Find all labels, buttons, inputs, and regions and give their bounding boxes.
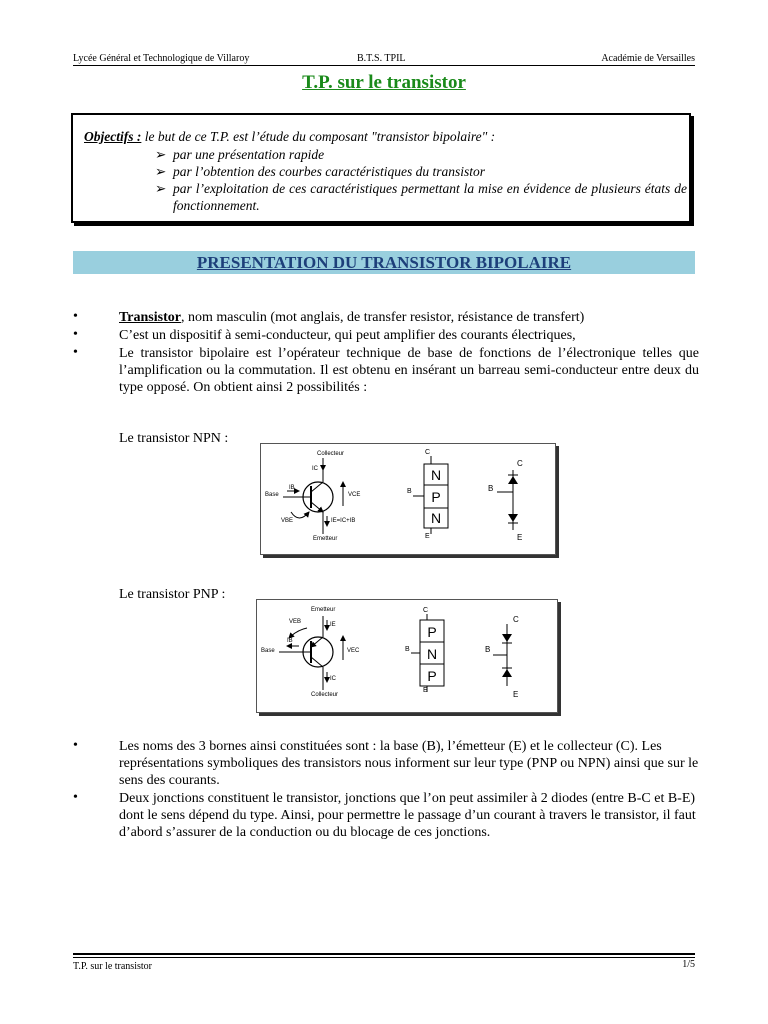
npn-vbe-label: VBE	[281, 518, 294, 524]
pnp-diode-c: C	[513, 615, 519, 624]
npn-layer-label: P	[431, 489, 441, 505]
bullet-icon: •	[73, 738, 78, 753]
npn-caption: Le transistor NPN :	[119, 431, 229, 446]
objective-item: ➢ par une présentation rapide	[155, 147, 325, 162]
arrow-bullet-icon: ➢	[155, 147, 167, 162]
pnp-pin-e: E	[423, 687, 428, 694]
pnp-layer-label: N	[426, 646, 438, 662]
pnp-diode-b: B	[485, 645, 491, 654]
pnp-layer-label: P	[427, 668, 437, 684]
npn-ib-label: IB	[289, 485, 295, 491]
npn-layer-label: N	[430, 467, 442, 483]
section-title-band	[73, 251, 695, 274]
pnp-emitter-label: Emetteur	[311, 607, 336, 613]
npn-diode-e: E	[517, 533, 523, 542]
header-academy: Académie de Versailles	[601, 53, 695, 64]
diode-bc-icon	[502, 634, 512, 642]
npn-diagram	[261, 444, 555, 554]
npn-diode-b: B	[488, 484, 494, 493]
pnp-caption: Le transistor PNP :	[119, 587, 226, 602]
bullet-bipolar: Le transistor bipolaire est l’opérateur technique de base de fonctions de l’électronique telles que l’amplification ou la commutation. Il est obtenu en insérant un barreau semi-conducteur entre deux du type opposé. On obtient ainsi 2 possibilités :	[119, 346, 699, 395]
pnp-vec-label: VEC	[347, 648, 360, 654]
footer-doc-title: T.P. sur le transistor	[73, 961, 152, 972]
pnp-ib-label: IB	[287, 638, 293, 644]
npn-base-label: Base	[265, 492, 279, 498]
npn-diode-c: C	[517, 459, 523, 468]
diode-bc-icon	[508, 476, 518, 484]
npn-collector-label: Collecteur	[317, 451, 345, 457]
veb-arrow-icon	[289, 628, 307, 638]
arrow-bullet-icon: ➢	[155, 164, 167, 179]
npn-pin-e: E	[425, 533, 430, 540]
npn-vce-label: VCE	[348, 492, 361, 498]
bullet-definition: Transistor, nom masculin (mot anglais, de transfer resistor, résistance de transfert)	[119, 310, 585, 325]
pnp-ic-label: IC	[330, 676, 336, 682]
pnp-collector-label: Collecteur	[311, 692, 339, 698]
bullet-icon: •	[73, 309, 78, 324]
bullet-icon: •	[73, 345, 78, 360]
pnp-figure	[256, 599, 558, 713]
bullet-junctions: Deux jonctions constituent le transistor, jonctions que l’on peut assimiler à 2 diodes (entre B-C et B-E) dont le sens dépend du type. Ainsi, pour permettre le passage d’un courant à travers le transistor, il faut d’abord s’assurer de la conduction ou du blocage de ces jonctions.	[119, 791, 696, 840]
diode-be-icon	[508, 514, 518, 522]
npn-ie-label: IE=IC+IB	[331, 518, 356, 524]
arrow-bullet-icon: ➢	[155, 181, 167, 196]
npn-emitter-label: Emetteur	[313, 536, 338, 542]
npn-pin-c: C	[425, 449, 431, 456]
section-title: PRESENTATION DU TRANSISTOR BIPOLAIRE	[196, 253, 572, 272]
objective-item: ➢ par l’obtention des courbes caractéristiques du transistor	[155, 164, 485, 179]
pnp-pin-b: B	[405, 646, 410, 653]
objectives-list	[155, 146, 687, 214]
objectives-intro: le but de ce T.P. est l’étude du composant "transistor bipolaire" :	[141, 129, 496, 144]
pnp-veb-label: VEB	[289, 619, 302, 625]
pnp-pin-c: C	[423, 607, 429, 614]
pnp-base-label: Base	[261, 648, 275, 654]
header-rule	[73, 65, 695, 66]
bullet-icon: •	[73, 327, 78, 342]
objectives-label: Objectifs :	[84, 129, 142, 144]
objectives-box	[71, 113, 691, 223]
npn-pin-b: B	[407, 488, 412, 495]
npn-layer-label: N	[430, 510, 442, 526]
npn-figure	[260, 443, 556, 555]
diode-be-icon	[502, 669, 512, 677]
objective-item: ➢ par l’exploitation de ces caractéristiques permettant la mise en évidence de plusieurs états de fonctionnement.	[155, 181, 687, 213]
npn-ic-label: IC	[312, 466, 318, 472]
page-number: 1/5	[682, 959, 695, 970]
bullet-icon: •	[73, 790, 78, 805]
header-school: Lycée Général et Technologique de Villaroy	[73, 53, 250, 64]
page-title: T.P. sur le transistor	[302, 72, 466, 93]
pnp-diagram	[257, 600, 557, 712]
term-transistor: Transistor	[119, 310, 181, 325]
footer-rule-top	[73, 953, 695, 955]
pnp-diode-e: E	[513, 690, 519, 699]
objectives-intro-line	[84, 129, 495, 145]
pnp-layer-label: P	[427, 624, 437, 640]
pnp-ie-label: IE	[330, 622, 336, 628]
bullet-terminals: Les noms des 3 bornes ainsi constituées sont : la base (B), l’émetteur (E) et le collecteur (C). Les représentations symboliques des transistors nous informent sur leur type (PNP ou NPN) ainsi que sur le sens des courants.	[119, 739, 699, 788]
vbe-arrow-icon	[291, 512, 309, 518]
header-course: B.T.S. TPIL	[357, 53, 406, 64]
bullet-semiconductor: C’est un dispositif à semi-conducteur, qui peut amplifier des courants électriques,	[119, 328, 576, 343]
footer-rule-bottom	[73, 957, 695, 958]
